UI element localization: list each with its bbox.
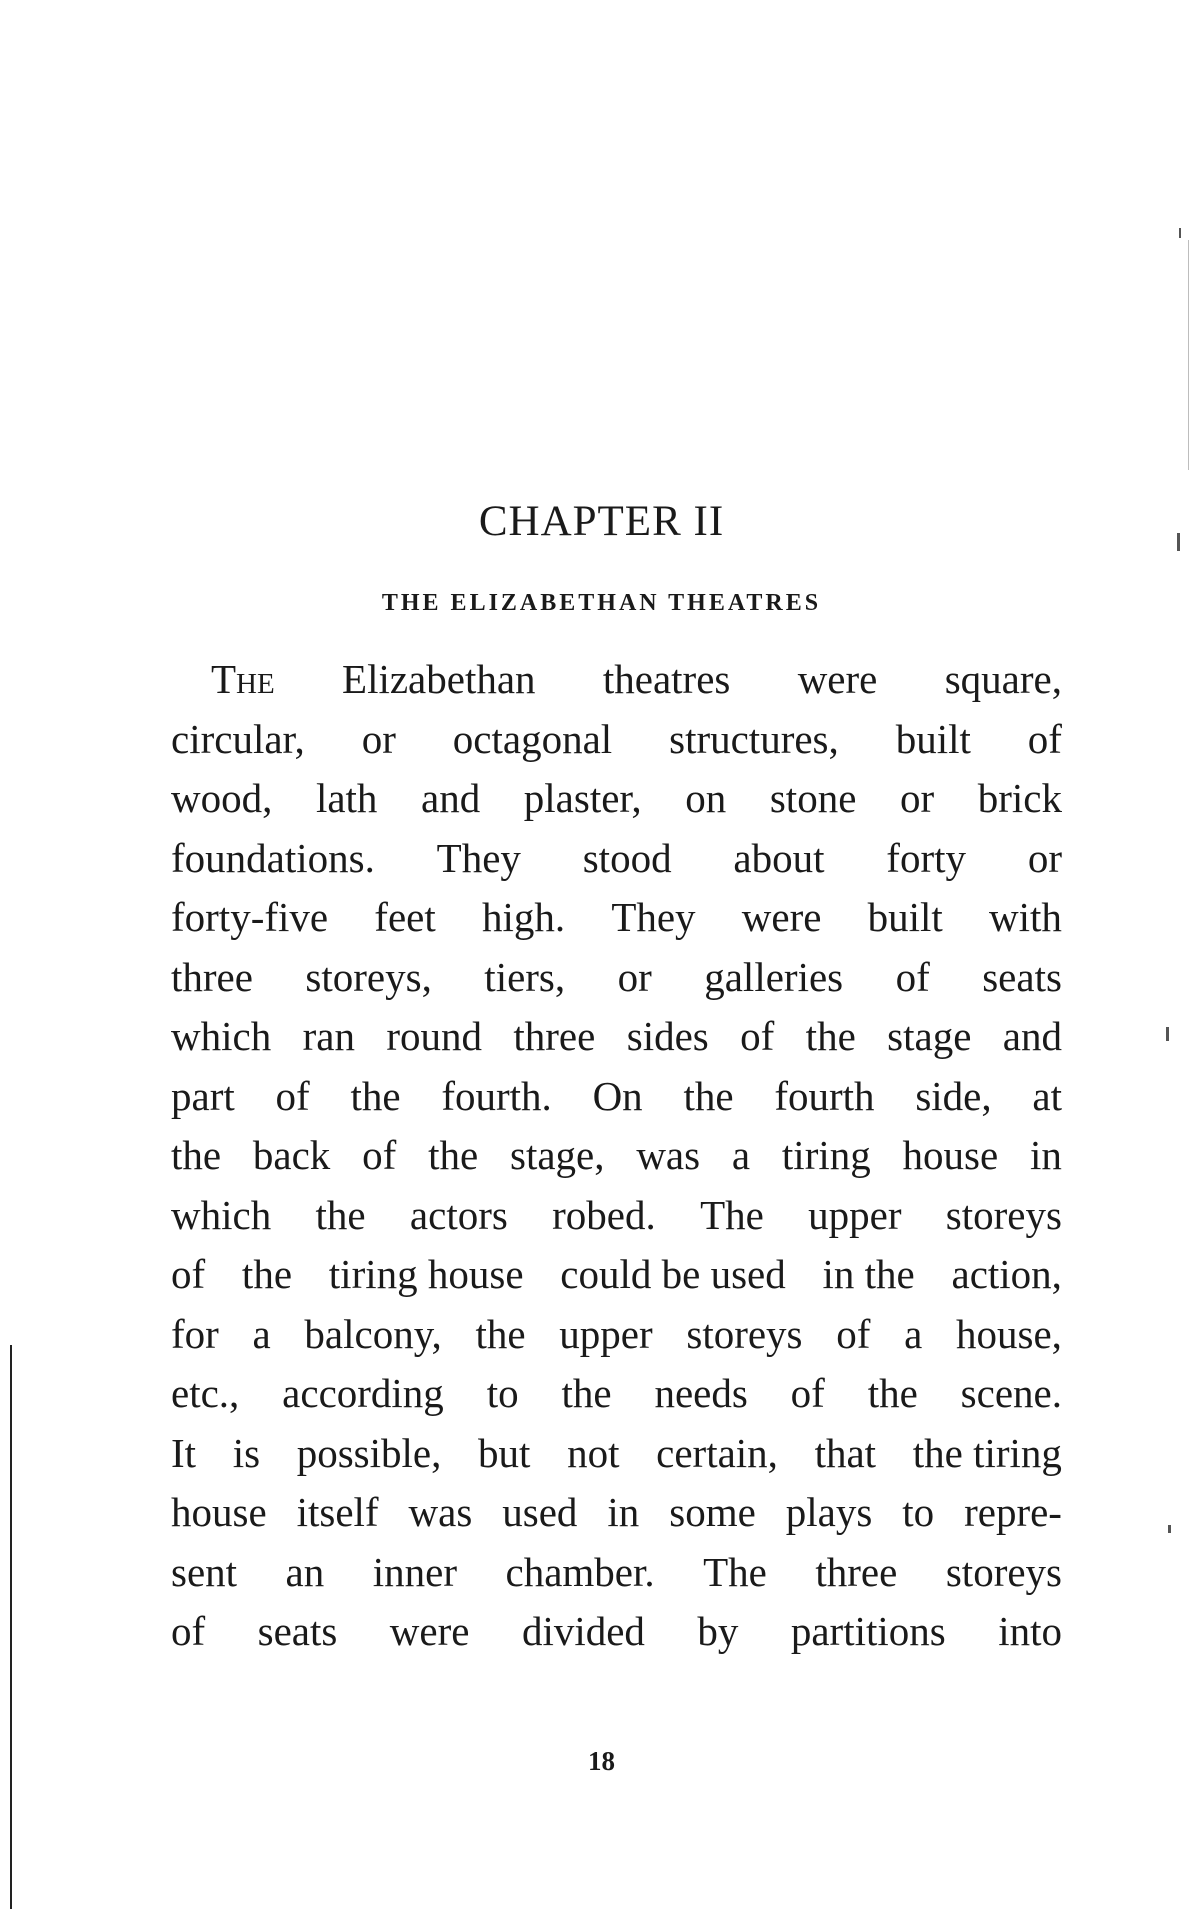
- word: or: [617, 953, 652, 1000]
- word: is: [232, 1429, 261, 1476]
- word: stage: [887, 1013, 972, 1059]
- word: the tiring: [912, 1429, 1062, 1476]
- word: lath: [315, 775, 378, 821]
- page-number: 18: [588, 1746, 615, 1776]
- word: the: [315, 1191, 366, 1238]
- word: inner: [372, 1548, 457, 1595]
- word: in: [607, 1489, 640, 1535]
- text-line: [171, 1126, 1062, 1186]
- text-line: [171, 888, 1062, 948]
- word: or: [361, 715, 396, 762]
- word: etc.,: [171, 1370, 240, 1416]
- scan-speck: [1168, 1525, 1171, 1533]
- word: or: [899, 775, 935, 821]
- body-paragraph: [171, 650, 1062, 1662]
- word: forty: [886, 834, 966, 881]
- word: and: [1002, 1013, 1062, 1059]
- word: seats: [982, 953, 1062, 1000]
- text-line: [171, 1305, 1062, 1365]
- word: which: [171, 1013, 272, 1059]
- word: plays: [785, 1489, 873, 1535]
- word: according: [282, 1370, 444, 1416]
- word: seats: [257, 1608, 338, 1654]
- text-line: [171, 1483, 1062, 1543]
- word: for: [171, 1310, 219, 1357]
- word: It: [171, 1429, 197, 1476]
- word: three: [513, 1013, 596, 1059]
- word: in the: [822, 1251, 915, 1297]
- word: stood: [582, 834, 672, 881]
- chapter-title: THE ELIZABETHAN THEATRES: [381, 590, 822, 616]
- scan-speck: [1179, 228, 1181, 238]
- text-line: [171, 1543, 1062, 1603]
- text-line: [171, 1007, 1062, 1067]
- word: tiers,: [484, 953, 566, 1000]
- word: on: [685, 775, 727, 821]
- word: theatres: [602, 656, 731, 702]
- word: of: [171, 1251, 206, 1297]
- text-line: [171, 829, 1062, 889]
- word: possible,: [296, 1429, 442, 1476]
- word: fourth.: [441, 1072, 552, 1119]
- word: of: [1027, 715, 1062, 762]
- word: side,: [915, 1072, 992, 1119]
- word: partitions: [790, 1608, 946, 1654]
- word: house,: [955, 1310, 1062, 1357]
- word: a: [252, 1310, 271, 1357]
- word: was: [636, 1132, 701, 1178]
- text-line: [171, 1602, 1062, 1662]
- word: storeys: [945, 1548, 1062, 1595]
- word: at: [1032, 1072, 1062, 1119]
- word: upper: [559, 1310, 653, 1357]
- word: of: [790, 1370, 825, 1416]
- word: On: [592, 1072, 643, 1119]
- word: chamber.: [505, 1548, 655, 1595]
- word: built: [895, 715, 971, 762]
- word: robed.: [552, 1191, 656, 1238]
- word: were: [741, 894, 822, 940]
- word: actors: [409, 1191, 508, 1238]
- word: with: [989, 894, 1062, 940]
- word: ran: [302, 1013, 355, 1059]
- word: of: [171, 1608, 206, 1654]
- word: square,: [944, 656, 1062, 702]
- word: feet: [374, 894, 436, 940]
- word: action,: [951, 1251, 1062, 1297]
- word: to: [902, 1489, 935, 1535]
- word: scene.: [960, 1370, 1062, 1416]
- text-line: [171, 948, 1062, 1008]
- text-line: [171, 650, 1062, 710]
- word: could be used: [560, 1251, 786, 1297]
- word: needs: [654, 1370, 748, 1416]
- word: but: [478, 1429, 531, 1476]
- word: sent: [171, 1548, 238, 1595]
- word: brick: [977, 775, 1062, 821]
- word: the: [475, 1310, 526, 1357]
- word: balcony,: [304, 1310, 442, 1357]
- word: the: [561, 1370, 612, 1416]
- word: high.: [481, 894, 566, 940]
- word: They: [436, 834, 521, 881]
- word: plaster,: [523, 775, 642, 821]
- text-line: [171, 1245, 1062, 1305]
- word: the: [683, 1072, 734, 1119]
- word: that: [814, 1429, 877, 1476]
- word: used: [502, 1489, 578, 1535]
- word: upper: [808, 1191, 902, 1238]
- word: of: [895, 953, 930, 1000]
- scan-edge-dots: [1188, 240, 1189, 470]
- text-line: [171, 1424, 1062, 1484]
- word: tiring: [781, 1132, 871, 1178]
- text-line: [171, 1364, 1062, 1424]
- word: storeys: [945, 1191, 1062, 1238]
- word: fourth: [774, 1072, 875, 1119]
- word: certain,: [656, 1429, 778, 1476]
- word: a: [731, 1132, 751, 1178]
- word: about: [733, 834, 825, 881]
- word: the: [428, 1132, 479, 1178]
- word: and: [421, 775, 481, 821]
- word: sides: [626, 1013, 709, 1059]
- word: the: [350, 1072, 401, 1119]
- word: storeys: [686, 1310, 803, 1357]
- word: foundations.: [171, 834, 375, 881]
- word: into: [998, 1608, 1062, 1654]
- word: storeys,: [305, 953, 432, 1000]
- scan-edge-line: [10, 1345, 12, 1909]
- text-line: [171, 769, 1062, 829]
- word: not: [567, 1429, 620, 1476]
- word: three: [815, 1548, 898, 1595]
- word: of: [836, 1310, 871, 1357]
- word: the: [867, 1370, 918, 1416]
- word: The: [703, 1548, 767, 1595]
- word: wood,: [171, 775, 273, 821]
- scan-speck: [1177, 533, 1180, 551]
- word: were: [797, 656, 878, 702]
- word: itself: [296, 1489, 379, 1535]
- word: house: [171, 1489, 267, 1535]
- word: the: [805, 1013, 856, 1059]
- word: forty-five: [171, 894, 329, 940]
- word: repre-: [964, 1489, 1062, 1535]
- text-line: [171, 710, 1062, 770]
- word: the: [241, 1251, 293, 1297]
- word: which: [171, 1191, 272, 1238]
- word: divided: [521, 1608, 645, 1654]
- word: galleries: [704, 953, 844, 1000]
- word: a: [904, 1310, 923, 1357]
- word: stage,: [510, 1132, 605, 1178]
- word: Elizabethan: [342, 656, 536, 702]
- word: some: [669, 1489, 756, 1535]
- text-line: [171, 1067, 1062, 1127]
- word: the: [171, 1132, 222, 1178]
- word: of: [362, 1132, 397, 1178]
- word: part: [171, 1072, 235, 1119]
- word: octagonal: [452, 715, 613, 762]
- scan-speck: [1166, 1027, 1169, 1041]
- word: stone: [769, 775, 857, 821]
- word: round: [386, 1013, 482, 1059]
- text-line: [171, 1186, 1062, 1246]
- word: house: [902, 1132, 999, 1178]
- word: circular,: [171, 715, 305, 762]
- word: three: [171, 953, 253, 1000]
- word: built: [867, 894, 943, 940]
- word: tiring house: [328, 1251, 524, 1297]
- word: of: [740, 1013, 775, 1059]
- word: to: [486, 1370, 519, 1416]
- word: of: [275, 1072, 310, 1119]
- word: back: [252, 1132, 331, 1178]
- word: The: [700, 1191, 764, 1238]
- word: The: [211, 656, 275, 702]
- chapter-heading: CHAPTER II: [478, 498, 725, 545]
- word: or: [1027, 834, 1062, 881]
- word: was: [408, 1489, 473, 1535]
- word: by: [697, 1608, 739, 1654]
- word: an: [285, 1548, 325, 1595]
- word: were: [389, 1608, 470, 1654]
- word: structures,: [669, 715, 839, 762]
- word: They: [611, 894, 696, 940]
- word: in: [1030, 1132, 1062, 1178]
